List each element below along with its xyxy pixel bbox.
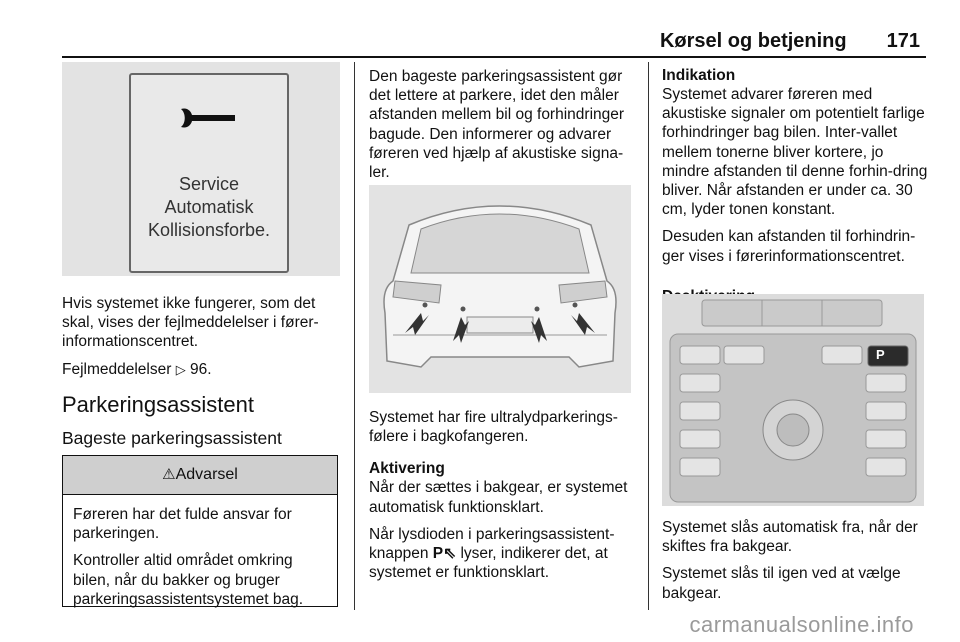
column-3-bottom-text [662, 518, 928, 603]
park-assist-icon: P⇖ [432, 545, 457, 563]
display-line-2: Automatisk [164, 197, 254, 217]
control-panel-figure [662, 294, 924, 506]
paragraph: Hvis systemet ikke fungerer, som det skal, vises der fejlmeddelelser i fører-informationscentret. [62, 295, 319, 351]
warning-box [62, 455, 338, 607]
paragraph: Systemet har fire ultralydparkerings-følere i bagkofangeren. [369, 409, 618, 446]
display-line-3: Kollisionsforbe. [147, 220, 271, 240]
paragraph-part: Når lysdioden i parkeringsassistent-knappen [369, 525, 615, 563]
warning-body [63, 495, 337, 609]
aktivering-heading: Aktivering [369, 460, 445, 478]
display-message [131, 173, 287, 242]
warning-header [63, 456, 337, 495]
section-heading: Parkeringsassistent [62, 392, 254, 417]
park-assist-button-label: P [876, 347, 885, 362]
ref-text: Fejlmeddelelser [62, 360, 172, 378]
column-divider-1 [354, 62, 355, 610]
warning-paragraph: Kontroller altid området omkring bilen, når du bakker og bruger parkeringsassistentsystemet bag. [73, 552, 304, 608]
info-display-screen [129, 73, 289, 273]
paragraph [369, 525, 635, 583]
header-rule [62, 56, 926, 58]
warning-title: Advarsel [175, 466, 238, 483]
paragraph: Når der sættes i bakgear, er systemet automatisk funktionsklart. [369, 479, 628, 516]
arrow-ref-icon: ▷ [175, 361, 186, 377]
wrench-icon [177, 105, 239, 131]
paragraph: Systemet slås automatisk fra, når der skiftes fra bakgear. [662, 519, 918, 556]
column-2-text [369, 408, 635, 582]
column-3-text [662, 67, 928, 306]
paragraph-part: lyser, indikerer det, at systemet er funktionsklart. [369, 545, 608, 582]
cross-reference [62, 360, 340, 379]
car-rear-illustration [369, 185, 631, 393]
paragraph: Systemet slås til igen ved at vælge bakgear. [662, 565, 901, 602]
warning-paragraph: Føreren har det fulde ansvar for parkeringen. [73, 506, 292, 543]
column-1-text [62, 294, 340, 387]
paragraph: Den bageste parkeringsassistent gør det lettere at parkere, idet den måler afstanden mellem bil og forhindringer bagude. Den informerer og advarer føreren ved hjælp af akustiske signa-ler. [369, 68, 625, 182]
ref-page: 96. [190, 360, 212, 378]
section-title: Kørsel og betjening [659, 30, 847, 52]
indikation-heading: Indikation [662, 67, 736, 84]
warning-icon: ⚠ [162, 466, 176, 483]
car-rear-figure [369, 185, 631, 393]
paragraph: Systemet advarer føreren med akustiske signaler om potentielt farlige forhindringer bag bilen. Inter-vallet mellem tonerne bliver kortere, jo mindre afstanden til denne forhin-dring bliver. Når afstanden er under ca. 30 cm, lyder tonen konstant. [662, 86, 928, 219]
display-figure [62, 62, 340, 276]
center-console-illustration [662, 294, 924, 506]
page-number: 171 [886, 30, 920, 52]
display-line-1: Service [178, 174, 240, 194]
column-2-intro [369, 67, 635, 182]
subsection-heading: Bageste parkeringsassistent [62, 428, 282, 448]
watermark: carmanualsonline.info [689, 612, 914, 637]
paragraph: Desuden kan afstanden til forhindrin-ger vises i førerinformationscentret. [662, 228, 916, 265]
page-header [660, 30, 920, 53]
column-divider-2 [648, 62, 649, 610]
